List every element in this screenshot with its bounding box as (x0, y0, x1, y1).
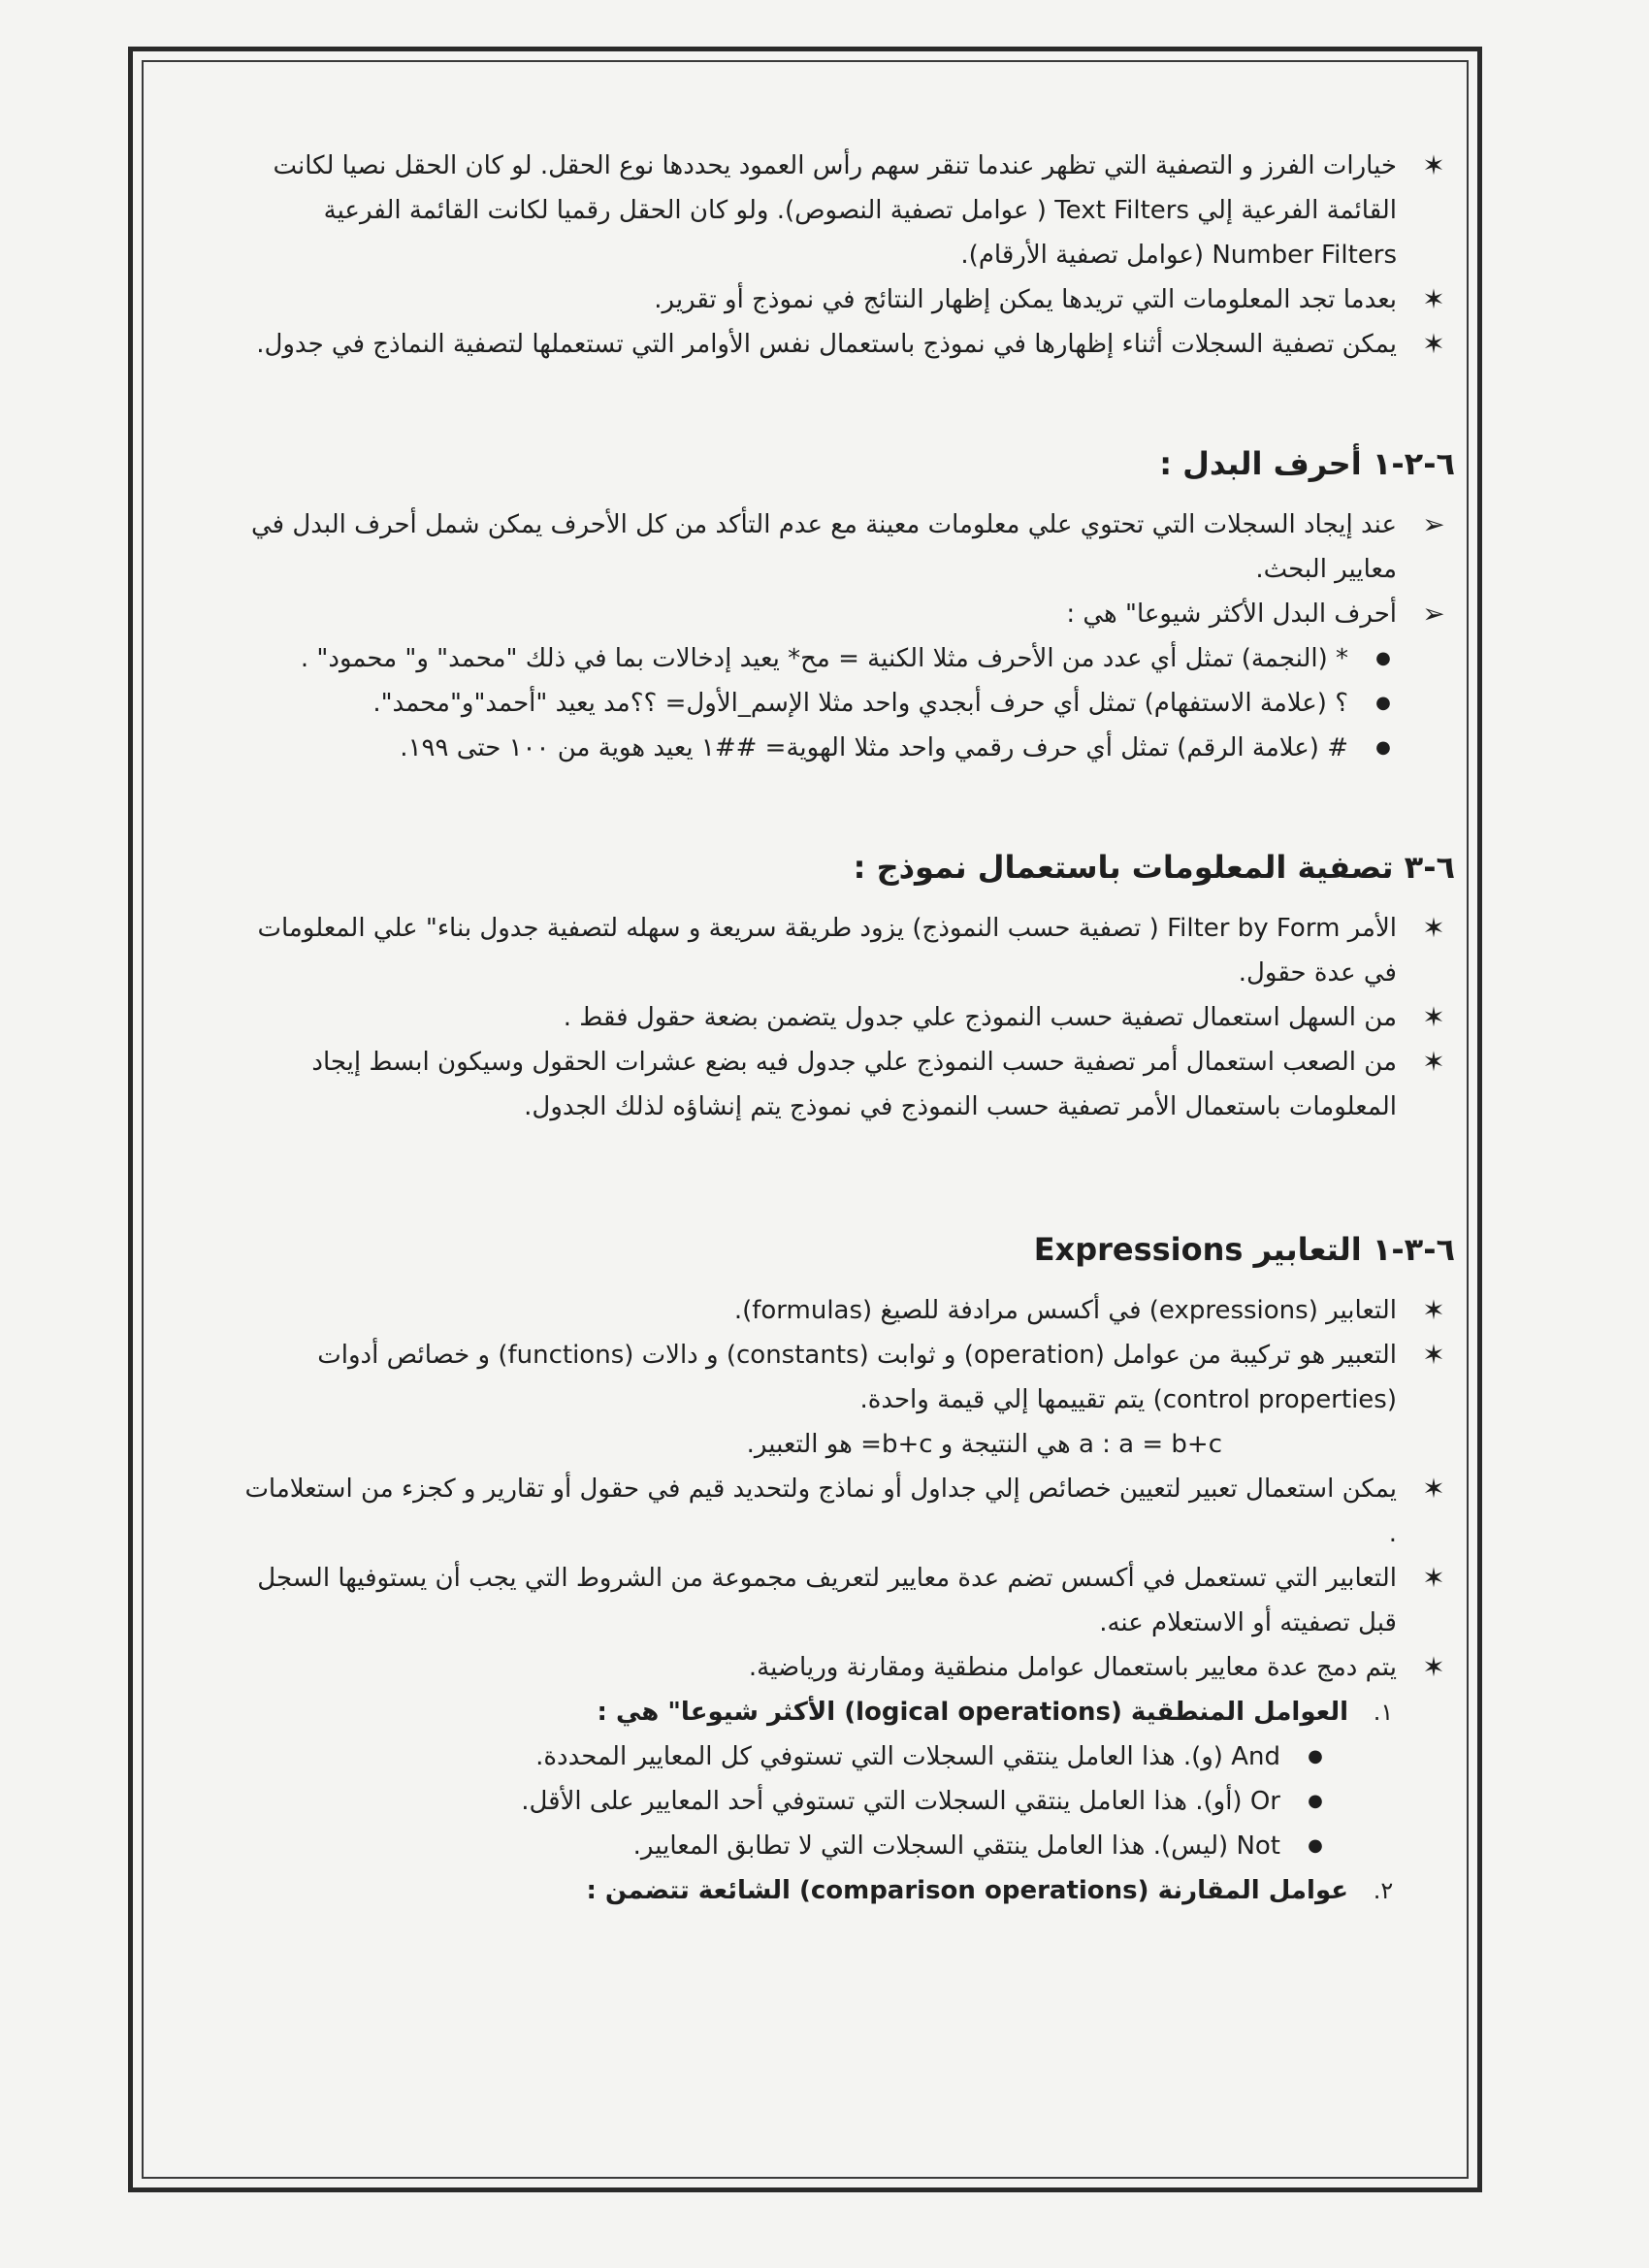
item-text: من الصعب استعمال أمر تصفية حسب النموذج علي جدول فيه بضع عشرات الحقول وسيكون ابسط إيجاد المعلومات باستعمال الأمر تصفية حسب النموذج في نموذج يتم إنشاؤه لذلك الجدول. (311, 1048, 1397, 1121)
section-filter-by-form (233, 842, 1455, 1129)
item-text: التعابير (expressions) في أكسس مرادفة للصيغ (formulas). (733, 1296, 1397, 1325)
item-text: يتم دمج عدة معايير باستعمال عوامل منطقية ومقارنة ورياضية. (748, 1653, 1397, 1682)
item-text: من السهل استعمال تصفية حسب النموذج علي جدول يتضمن بضعة حقول فقط . (563, 1003, 1397, 1032)
dot-bullet-icon: ● (1375, 737, 1391, 758)
list-item (233, 1040, 1455, 1129)
section-sort-filter-notes (233, 144, 1455, 367)
list-item (233, 681, 1455, 726)
item-text: And (و). هذا العامل ينتقي السجلات التي تستوفي كل المعايير المحددة. (535, 1742, 1280, 1771)
list-item (233, 995, 1455, 1040)
section-expressions (233, 1224, 1455, 1913)
star-bullet-icon: ✶ (1422, 1339, 1445, 1371)
section-heading: ٦-٣ تصفية المعلومات باستعمال نموذج : (853, 849, 1455, 886)
star-bullet-icon: ✶ (1422, 1651, 1445, 1683)
list-item (233, 1645, 1455, 1690)
item-text: بعدما تجد المعلومات التي تريدها يمكن إظهار النتائج في نموذج أو تقرير. (654, 285, 1397, 314)
item-text: عند إيجاد السجلات التي تحتوي علي معلومات معينة مع عدم التأكد من كل الأحرف يمكن شمل أحرف البدل في معايير البحث. (251, 510, 1397, 584)
arrow-bullet-icon: ➢ (1422, 598, 1445, 630)
star-bullet-icon: ✶ (1422, 283, 1445, 315)
list-item (233, 322, 1455, 367)
list-item (233, 1467, 1455, 1556)
item-text: Not (ليس). هذا العامل ينتقي السجلات التي لا تطابق المعايير. (632, 1831, 1280, 1861)
list-item (233, 1734, 1455, 1779)
item-text: ؟ (علامة الاستفهام) تمثل أي حرف أبجدي واحد مثلا الإسم_الأول= ؟؟مد يعيد "أحمد"و"محمد". (372, 689, 1348, 718)
star-bullet-icon: ✶ (1422, 149, 1445, 181)
star-bullet-icon: ✶ (1422, 1562, 1445, 1594)
list-item (233, 277, 1455, 322)
list-item (233, 906, 1455, 995)
section-heading: ٦-٢-١ أحرف البدل : (1159, 445, 1455, 482)
item-text: العوامل المنطقية (logical operations) الأكثر شيوعا" هي : (597, 1698, 1348, 1727)
star-bullet-icon: ✶ (1422, 1294, 1445, 1326)
star-bullet-icon: ✶ (1422, 1473, 1445, 1505)
numbered-item (233, 1868, 1455, 1913)
item-text: الأمر Filter by Form ( تصفية حسب النموذج) يزود طريقة سريعة و سهله لتصفية جدول بناء" علي المعلومات في عدة حقول. (257, 914, 1397, 988)
list-item (233, 592, 1455, 636)
star-bullet-icon: ✶ (1422, 328, 1445, 360)
item-text: خيارات الفرز و التصفية التي تظهر عندما تنقر سهم رأس العمود يحددها نوع الحقل. لو كان الحقل نصيا لكانت القائمة الفرعية إلي Text Filters ( عوامل تصفية النصوص). ولو كان الحقل رقميا لكانت القائمة الفرعية Number Filters (عوامل تصفية الأرقام). (273, 151, 1397, 270)
item-text: التعابير التي تستعمل في أكسس تضم عدة معايير لتعريف مجموعة من الشروط التي يجب أن يستوفيها السجل قبل تصفيته أو الاستعلام عنه. (257, 1564, 1397, 1637)
list-item (233, 1556, 1455, 1645)
list-item (233, 144, 1455, 277)
list-item (233, 726, 1455, 770)
item-text: يمكن تصفية السجلات أثناء إظهارها في نموذج باستعمال نفس الأوامر التي تستعملها لتصفية النماذج في جدول. (256, 330, 1397, 359)
list-item (233, 1288, 1455, 1333)
arrow-bullet-icon: ➢ (1422, 508, 1445, 540)
dot-bullet-icon: ● (1308, 1791, 1323, 1811)
document-body (233, 144, 1455, 1913)
dot-bullet-icon: ● (1308, 1746, 1323, 1766)
list-item (233, 1779, 1455, 1824)
list-item (233, 636, 1455, 681)
star-bullet-icon: ✶ (1422, 912, 1445, 944)
section-wildcards (233, 438, 1455, 770)
list-item (233, 502, 1455, 592)
formula-example (233, 1422, 1455, 1467)
item-text: a : a = b+c هي النتيجة و b+c= هو التعبير. (746, 1430, 1222, 1459)
dot-bullet-icon: ● (1308, 1835, 1323, 1856)
item-text: أحرف البدل الأكثر شيوعا" هي : (1066, 599, 1397, 629)
section-heading: ٦-٣-١ التعابير Expressions (1033, 1231, 1455, 1268)
star-bullet-icon: ✶ (1422, 1046, 1445, 1078)
numbered-item (233, 1690, 1455, 1734)
dot-bullet-icon: ● (1375, 693, 1391, 713)
item-text: # (علامة الرقم) تمثل أي حرف رقمي واحد مثلا الهوية= ##١ يعيد هوية من ١٠٠ حتى ١٩٩. (400, 733, 1348, 762)
list-item (233, 1333, 1455, 1422)
item-text: يمكن استعمال تعبير لتعيين خصائص إلي جداول أو نماذج ولتحديد قيم في حقول أو تقارير و كجزء من استعلامات . (244, 1474, 1397, 1548)
list-number: ٢. (1373, 1877, 1394, 1904)
list-number: ١. (1373, 1699, 1394, 1726)
dot-bullet-icon: ● (1375, 648, 1391, 668)
item-text: * (النجمة) تمثل أي عدد من الأحرف مثلا الكنية = مح* يعيد إدخالات بما في ذلك "محمد" و" محمود" . (300, 644, 1348, 673)
list-item (233, 1824, 1455, 1868)
item-text: التعبير هو تركيبة من عوامل (operation) و ثوابت (constants) و دالات (functions) و خصائص أدوات (control properties) يتم تقييمها إلي قيمة واحدة. (317, 1341, 1397, 1414)
item-text: Or (أو). هذا العامل ينتقي السجلات التي تستوفي أحد المعايير على الأقل. (521, 1787, 1280, 1816)
star-bullet-icon: ✶ (1422, 1001, 1445, 1033)
item-text: عوامل المقارنة (comparison operations) الشائعة تتضمن : (586, 1876, 1348, 1905)
